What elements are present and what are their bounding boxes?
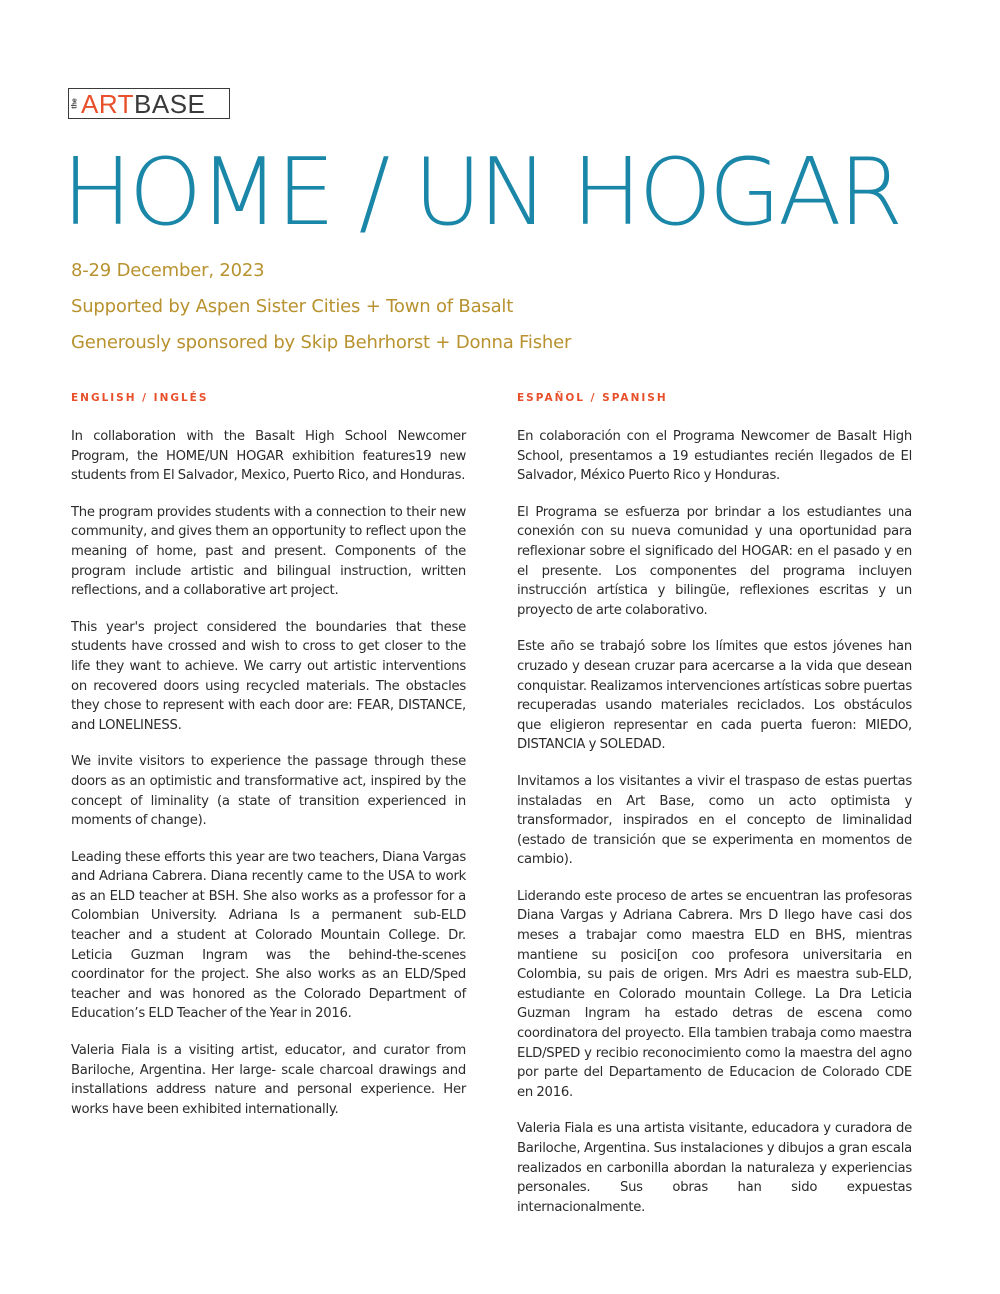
page-title: HOME / UN HOGAR bbox=[62, 138, 901, 246]
spanish-paragraph: Liderando este proceso de artes se encuentran las profesoras Diana Vargas y Adriana Cabrera. Mrs D llego have casi dos meses a trabajar como maestra ELD en BHS, mientras mantiene su posici[on coo profesora universitaria en Colombia, su pais de origen. Mrs Adri es maestra sub-ELD, estudiante en Colorado mountain College. La Dra Leticia Guzman Ingram ha estado detras de escena como coordinatora del proyecto. Ella tambien trabaja como maestra ELD/SPED y recibio reconocimiento como la maestra del agno por parte del Departamento de Educacion de Colorado CDE en 2016. bbox=[517, 888, 912, 1100]
exhibition-meta bbox=[71, 258, 571, 366]
logo-base-word: BASE bbox=[134, 88, 206, 119]
spanish-paragraph: El Programa se esfuerza por brindar a los estudiantes una conexión con su nueva comunidad y una oportunidad para reflexionar sobre el significado del HOGAR: en el pasado y en el presente. Los componentes del programa incluyen instrucción artística y bilingüe, reflexiones escritas y un proyecto de arte colaborativo. bbox=[517, 504, 912, 618]
spanish-paragraph: Valeria Fiala es una artista visitante, educadora y curadora de Bariloche, Argentina. Sus instalaciones y dibujos a gran escala realizados en carbonilla abordan la naturaleza y experiencias personales. Sus obras han sido expuestas internacionalmente. bbox=[517, 1121, 912, 1215]
artbase-logo bbox=[68, 88, 230, 119]
spanish-column bbox=[517, 391, 912, 1217]
english-paragraph: This year's project considered the boundaries that these students have crossed and wish to cross to get closer to the life they want to achieve. We carry out artistic interventions on recovered doors using recycled materials. The obstacles they chose to represent with each door are: FEAR, DISTANCE, and LONELINESS. bbox=[71, 619, 466, 733]
spanish-paragraph: En colaboración con el Programa Newcomer de Basalt High School, presentamos a 19 estudiantes recién llegados de El Salvador, México Puerto Rico y Honduras. bbox=[517, 429, 912, 484]
english-paragraph: The program provides students with a connection to their new community, and gives them an opportunity to reflect upon the meaning of home, past and present. Components of the program include artistic and bilingual instruction, written reflections, and a collaborative art project. bbox=[71, 504, 466, 599]
exhibition-dates: 8-29 December, 2023 bbox=[71, 260, 265, 281]
english-heading: ENGLISH / INGLÉS bbox=[71, 392, 209, 404]
spanish-heading: ESPAÑOL / SPANISH bbox=[517, 392, 668, 404]
english-paragraph: Valeria Fiala is a visiting artist, educator, and curator from Bariloche, Argentina. Her large- scale charcoal drawings and installations address nature and personal experience. Her works have been exhibited internationally. bbox=[71, 1043, 466, 1117]
english-paragraph: Leading these efforts this year are two teachers, Diana Vargas and Adriana Cabrera. Diana recently came to the USA to work as an ELD teacher at BSH. She also works as a professor for a Colombian University. Adriana Is a permanent sub-ELD teacher and a student at Colorado Mountain College. Dr. Leticia Guzman Ingram was the behind-the-scenes coordinator for the project. She also works as an ELD/Sped teacher and was honored as the Colorado Department of Education’s ELD Teacher of the Year in 2016. bbox=[71, 849, 466, 1022]
english-paragraph: We invite visitors to experience the passage through these doors as an optimistic and transformative act, inspired by the concept of liminality (a state of transition experienced in moments of change). bbox=[71, 754, 466, 829]
english-column bbox=[71, 391, 466, 1119]
logo-art-word: ART bbox=[81, 88, 135, 119]
supporters-line: Supported by Aspen Sister Cities + Town of Basalt bbox=[71, 296, 514, 317]
spanish-paragraph: Invitamos a los visitantes a vivir el traspaso de estas puertas instaladas en Art Base, como un acto optimista y transformador, inspirados en el concepto de liminalidad (estado de transición que se experimenta en momentos de cambio). bbox=[517, 773, 912, 868]
sponsors-line: Generously sponsored by Skip Behrhorst + Donna Fisher bbox=[71, 332, 572, 353]
logo-prefix: the bbox=[71, 98, 79, 109]
english-paragraph: In collaboration with the Basalt High School Newcomer Program, the HOME/UN HOGAR exhibition features19 new students from El Salvador, Mexico, Puerto Rico, and Honduras. bbox=[71, 429, 466, 484]
spanish-paragraph: Este año se trabajó sobre los límites que estos jóvenes han cruzado y desean cruzar para acercarse a la vida que desean conquistar. Realizamos intervenciones artísticas sobre puertas recuperadas usando materiales reciclados. Los obstáculos que eligieron representar en cada puerta fueron: MIEDO, DISTANCIA y SOLEDAD. bbox=[517, 639, 912, 753]
